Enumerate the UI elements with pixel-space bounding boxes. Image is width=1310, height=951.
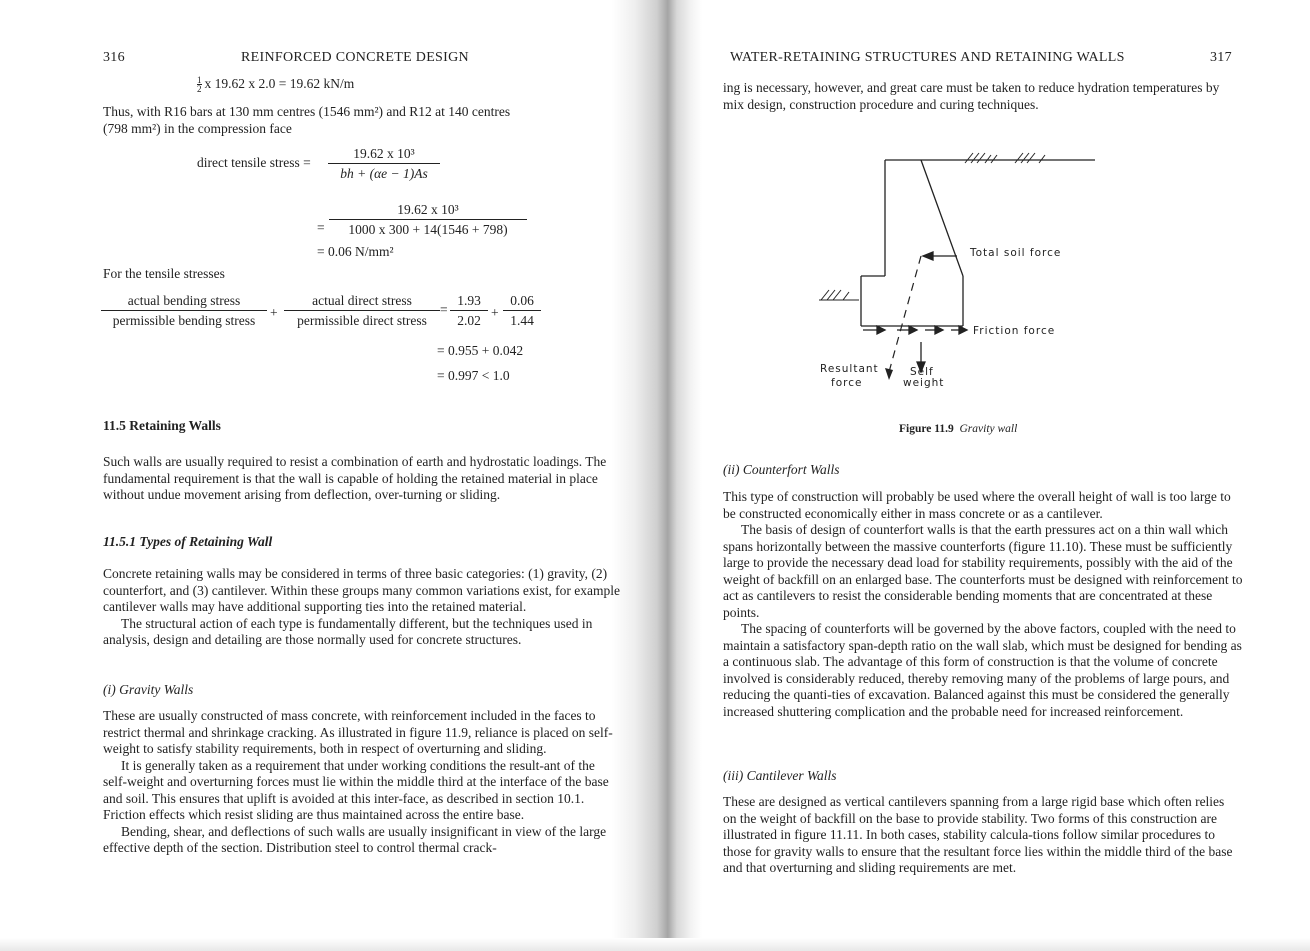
plus-sign-1: + (270, 305, 278, 320)
paragraph-counterfort-2: The basis of design of counterfort walls is that the earth pressures act on a thin wall which spans horizontally between the massive counterforts (figure 11.10). These must be sufficiently large to provide the necessary dead load for stability requirements, possibly with the aid of the weight of backfill on an enlarged base. The counterforts must be designed with reinforcement to act as cantilevers to resist the considerable bending moments that are concentrated at these points. (723, 522, 1243, 620)
bending-fraction (101, 293, 267, 329)
counterfort-walls-heading: (ii) Counterfort Walls (723, 462, 840, 477)
plus-sign-2: + (491, 305, 499, 320)
paragraph-counterfort (723, 489, 1243, 720)
subsection-heading-types: 11.5.1 Types of Retaining Wall (103, 534, 273, 549)
label-resultant: Resultant (820, 363, 879, 375)
running-head-left: REINFORCED CONCRETE DESIGN (241, 50, 469, 65)
value-fraction-c (450, 293, 488, 329)
direct-fraction (284, 293, 440, 329)
label-resultant-force: force (831, 377, 863, 389)
equals-sign-1: = (317, 220, 325, 235)
label-total-soil-force: Total soil force (970, 247, 1062, 259)
resultant-arrowhead (885, 368, 893, 380)
paragraph-resultant-text: It is generally taken as a requirement that under working conditions the result-ant of the self-weight and overturning forces must lie within the middle third at the interface of the base and soil. This ensures that uplift is avoided at this inter-face, as described in section 10.1. Friction effects which resist sliding are thus maintained across the entire base. (103, 757, 609, 822)
paragraph-counterfort-3: The spacing of counterforts will be governed by the above factors, coupled with the need to maintain a satisfactory span-depth ratio on the wall slab, which must be designed for bending as a continuous slab. The advantage of this form of construction is that the volume of concrete involved is considerably reduced, thereby removing many of the problems of large pours, and reducing the quanti-ties of excavation. Balanced against this must be considered the generally increased shuttering complication and the probable need for increased reinforcement. (723, 621, 1242, 719)
half-line-text: x 19.62 x 2.0 = 19.62 kN/m (204, 76, 355, 91)
right-page (655, 0, 1310, 951)
label-friction-force: Friction force (973, 325, 1056, 337)
label-self: Self (910, 366, 934, 378)
paragraph-bending-text: Bending, shear, and deflections of such walls are usually insignificant in view of the large effective depth of the section. Distribution steel to control thermal crack- (103, 823, 607, 855)
equals-sign-2: = (440, 302, 448, 317)
gravity-walls-heading: (i) Gravity Walls (103, 682, 194, 697)
dts-numerator: 19.62 x 10³ (328, 146, 440, 164)
sum-line-2: = 0.997 < 1.0 (437, 368, 510, 383)
direct-tensile-label: direct tensile stress = (197, 155, 311, 170)
paragraph-continued (723, 80, 1223, 113)
figure-title: Gravity wall (959, 423, 1018, 435)
paragraph-cantilever-text: These are designed as vertical cantilevers spanning from a large rigid base which often relies on the weight of backfill on the base to provide stability. Two forms of this construction are illustrated in figure 11.11. In both cases, stability calcula-tions follow similar procedures to those for gravity walls to ensure that the resultant force lies within the middle third of the base and that overturning and sliding requirements are met. (723, 794, 1233, 875)
paragraph-counterfort-1: This type of construction will probably be used where the overall height of wall is too large to be constructed economically either in mass concrete or as a cantilever. (723, 489, 1231, 521)
figure-number: Figure 11.9 (899, 423, 954, 435)
paragraph-intro (103, 454, 613, 504)
paragraph-intro-text: Such walls are usually required to resist a combination of earth and hydrostatic loadings. The fundamental requirement is that the wall is capable of holding the retained material in place without undue movement arising from deflection, over-turning or sliding. (103, 454, 607, 502)
thus-line-1: Thus, with R16 bars at 130 mm centres (1546 mm²) and R12 at 140 centres (103, 104, 511, 119)
half-line (197, 76, 354, 93)
dts2-numerator: 19.62 x 10³ (329, 202, 527, 220)
dts-result: = 0.06 N/mm² (317, 244, 394, 259)
cantilever-walls-heading: (iii) Cantilever Walls (723, 768, 837, 783)
figure-caption (899, 423, 1017, 435)
dts-fraction-2 (329, 202, 527, 238)
paragraph-cantilever (723, 794, 1233, 877)
running-head-right: WATER-RETAINING STRUCTURES AND RETAINING WALLS (730, 50, 1125, 65)
value-fraction-d (503, 293, 541, 329)
friction-force-arrows (863, 326, 967, 334)
section-heading-11-5: 11.5 Retaining Walls (103, 418, 221, 433)
thus-line-2: (798 mm²) in the compression face (103, 121, 292, 136)
gravity-wall-diagram (805, 150, 1095, 400)
dts2-denominator: 1000 x 300 + 14(1546 + 798) (348, 222, 508, 237)
page-number-right: 317 (1210, 50, 1232, 65)
wall-outline (861, 160, 1095, 326)
paragraph-gravity (103, 708, 618, 857)
paragraph-types (103, 566, 623, 649)
direct-denominator: permissible direct stress (297, 313, 427, 328)
paragraph-gravity-text: These are usually constructed of mass concrete, with reinforcement included in the faces to restrict thermal and shrinkage cracking. As illustrated in figure 11.9, reliance is placed on self-weight to satisfy stability requirements, both in respect of overturning and sliding. (103, 708, 613, 756)
paragraph-structural-text: The structural action of each type is fundamentally different, but the techniques used in analysis, design and detailing are those normally used for concrete structures. (103, 615, 593, 647)
value-c-numerator: 1.93 (450, 293, 488, 311)
direct-numerator: actual direct stress (284, 293, 440, 311)
ground-hatching-top (965, 153, 1045, 163)
resultant-line (889, 256, 921, 372)
one-half-fraction: $\frac{1}{2}$ (197, 75, 202, 95)
dts-denominator: bh + (αe − 1)As (340, 166, 428, 181)
value-d-denominator: 1.44 (510, 313, 534, 328)
page-number-left: 316 (103, 50, 125, 65)
dts-fraction (328, 146, 440, 182)
value-c-denominator: 2.02 (457, 313, 481, 328)
bending-denominator: permissible bending stress (112, 313, 256, 328)
sum-line-1: = 0.955 + 0.042 (437, 343, 524, 358)
bending-numerator: actual bending stress (101, 293, 267, 311)
ground-hatching-left (819, 290, 859, 300)
paragraph-types-text: Concrete retaining walls may be considered in terms of three basic categories: (1) gravity, (2) counterfort, and (3) cantilever. Within these groups many common variations exist, for example cantilever walls may have additional supporting ties into the retained material. (103, 566, 620, 614)
label-weight: weight (903, 377, 945, 389)
total-soil-force-arrow (923, 252, 957, 260)
value-d-numerator: 0.06 (503, 293, 541, 311)
paragraph-continued-text: ing is necessary, however, and great care must be taken to reduce hydration temperatures by mix design, construction procedure and curing techniques. (723, 80, 1220, 112)
for-tensile-stresses: For the tensile stresses (103, 266, 225, 281)
